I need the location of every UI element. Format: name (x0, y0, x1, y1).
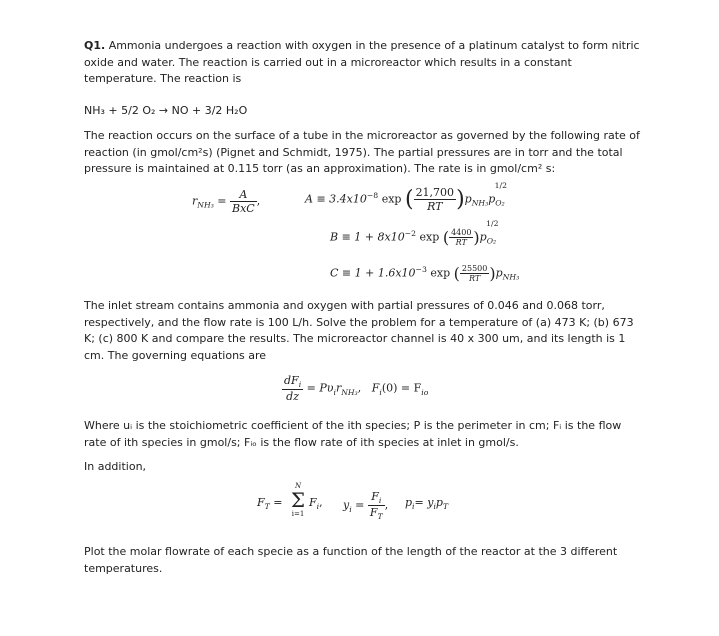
intro-text: Ammonia undergoes a reaction with oxygen in the presence of a platinum catalyst to form nitric oxide and water. The reaction is carried out in a microreactor which results in a constant temperature. The reaction is (84, 39, 640, 85)
plot-instruction: Plot the molar flowrate of each specie as a function of the length of the reactor at the 3 different temperatures. (84, 545, 618, 575)
rate-description: The reaction occurs on the surface of a tube in the microreactor as governed by the following rate of reaction (in gmol/cm²s) (Pignet and Schmidt, 1975). The partial pressures are in torr and the total pressure is maintained at 0.115 torr (as an approximation). The rate is in gmol/cm² s: (84, 129, 640, 175)
question-intro (84, 38, 644, 88)
B-definition: $B \equiv 1 + 8x10^{-2}$ exp ( $\frac{4400}{RT}$ )$p_{O_2}^{1/2}$ (330, 218, 499, 247)
governing-ode: $\frac{dF_i}{dz}$ = $P\upsilon_ir_{NH_3}$, $F_i(0) = F_{io}$ (284, 374, 429, 404)
question-label: Q1. (84, 39, 106, 52)
A-definition: $A \equiv 3.4x10^{-8}$ exp ( $\frac{21,700}{RT}$ )$p_{NH_3}p_{O_2}^{1/2}$ (305, 180, 508, 213)
in-addition: In addition, (84, 460, 147, 473)
inlet-description: The inlet stream contains ammonia and oxygen with partial pressures of 0.046 and 0.068 torr, respectively, and the flow rate is 100 L/h. Solve the problem for a temperature of (a) 473 K; (b) 673 K; (c) 800 K and compare the results. The microreactor channel is 40 x 300 um, and its length is 1 cm. The governing equations are (84, 299, 634, 362)
reaction-equation: NH₃ + 5/2 O₂ → NO + 3/2 H₂O (84, 104, 248, 117)
C-definition: $C \equiv 1 + 1.6x10^{-3}$ exp ( $\frac{25500}{RT}$ )$p_{NH_3}$ (330, 264, 520, 283)
where-description: Where uᵢ is the stoichiometric coefficient of the ith species; P is the perimeter in cm; Fᵢ is the flow rate of ith species in gmol/s; Fᵢₒ is the flow rate of ith species at inlet in gmol/s. (84, 419, 622, 449)
rate-law: $r_{NH_3}$ = $\frac{A}{\text{BxC}}$ , (192, 188, 261, 215)
sigma-symbol: Σ (290, 488, 306, 512)
